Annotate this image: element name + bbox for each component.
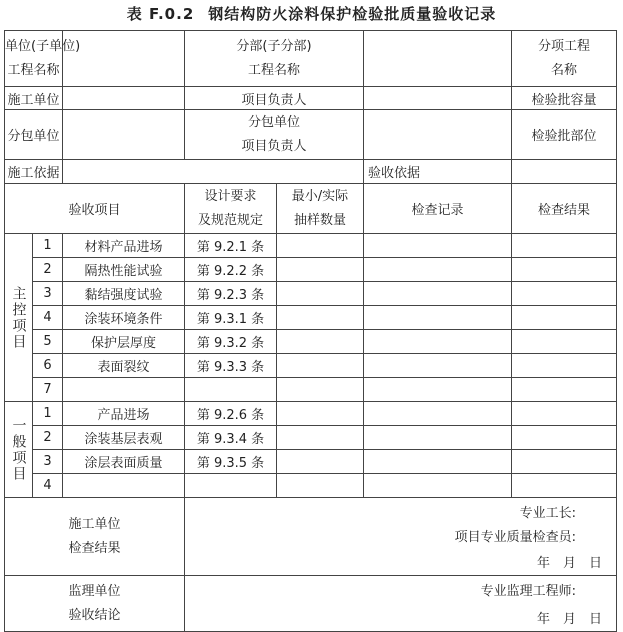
result-cell[interactable] [512,402,617,426]
sample-cell[interactable] [277,474,364,498]
col-header-sample: 最小/实际 抽样数量 [277,184,364,234]
row-number: 4 [33,474,63,498]
result-cell[interactable] [512,306,617,330]
sample-cell[interactable] [277,234,364,258]
table-row [5,426,617,450]
date-label: 年 月 日 [536,556,602,571]
table-row [5,354,617,378]
sample-cell[interactable] [277,258,364,282]
general-items-label: 一般项目 [5,402,33,498]
clause-ref: 第 9.2.3 条 [185,282,277,306]
table-row [5,330,617,354]
row-number: 3 [33,450,63,474]
item-name: 涂装环境条件 [63,306,185,330]
clause-ref: 第 9.3.2 条 [185,330,277,354]
main-control-label: 主控项目 [5,234,33,402]
sample-cell[interactable] [277,450,364,474]
row-number: 2 [33,258,63,282]
clause-ref: 第 9.2.1 条 [185,234,277,258]
table-row [5,306,617,330]
record-cell[interactable] [364,426,512,450]
table-row [5,282,617,306]
item-name: 黏结强度试验 [63,282,185,306]
construction-basis-label: 施工依据 [5,160,63,184]
sample-cell[interactable] [277,402,364,426]
construction-basis-value[interactable] [63,160,364,184]
row-number: 7 [33,378,63,402]
item-name[interactable] [63,474,185,498]
document-title [0,0,623,28]
result-cell[interactable] [512,474,617,498]
record-cell[interactable] [364,282,512,306]
item-name: 隔热性能试验 [63,258,185,282]
row-number: 1 [33,234,63,258]
qc-inspector-label: 项目专业质量检查员: [454,530,576,545]
supervisor-label: 专业监理工程师: [480,584,576,599]
acceptance-record-table [4,30,617,632]
row-number: 1 [33,402,63,426]
construction-unit-value[interactable] [63,87,185,110]
subcontract-manager-value[interactable] [364,110,512,160]
sample-cell[interactable] [277,426,364,450]
col-header-record: 检查记录 [364,184,512,234]
construction-unit-label: 施工单位 [5,87,63,110]
item-name: 产品进场 [63,402,185,426]
subitem-project-label: 分项工程 名称 [512,31,617,87]
table-row [5,258,617,282]
col-header-design: 设计要求 及规范规定 [185,184,277,234]
result-cell[interactable] [512,450,617,474]
item-name: 涂层表面质量 [63,450,185,474]
branch-project-value[interactable] [364,31,512,87]
record-cell[interactable] [364,378,512,402]
clause-ref: 第 9.2.2 条 [185,258,277,282]
table-row [5,402,617,426]
record-cell[interactable] [364,258,512,282]
table-title: 钢结构防火涂料保护检验批质量验收记录 [208,5,497,23]
clause-ref[interactable] [185,474,277,498]
batch-location-label: 检验批部位 [512,110,617,160]
subcontract-unit-label: 分包单位 [5,110,63,160]
item-name: 涂装基层表观 [63,426,185,450]
subcontract-manager-label: 分包单位 项目负责人 [185,110,364,160]
acceptance-basis-value[interactable] [512,160,617,184]
table-code: 表 F.0.2 [126,5,195,23]
clause-ref: 第 9.2.6 条 [185,402,277,426]
batch-capacity-label: 检验批容量 [512,87,617,110]
supervision-signature-area[interactable] [185,576,617,632]
construction-check-label: 施工单位 检查结果 [5,498,185,576]
record-cell[interactable] [364,234,512,258]
subcontract-unit-value[interactable] [63,110,185,160]
row-number: 4 [33,306,63,330]
result-cell[interactable] [512,354,617,378]
record-cell[interactable] [364,354,512,378]
result-cell[interactable] [512,258,617,282]
item-name[interactable] [63,378,185,402]
record-cell[interactable] [364,402,512,426]
row-number: 5 [33,330,63,354]
clause-ref[interactable] [185,378,277,402]
result-cell[interactable] [512,234,617,258]
sample-cell[interactable] [277,330,364,354]
unit-project-label: 单位(子单位) 工程名称 [5,31,63,87]
col-header-item: 验收项目 [5,184,185,234]
table-row [5,378,617,402]
record-cell[interactable] [364,306,512,330]
record-cell[interactable] [364,474,512,498]
project-manager-value[interactable] [364,87,512,110]
unit-project-value[interactable] [63,31,185,87]
supervision-conclusion-label: 监理单位 验收结论 [5,576,185,632]
table-row [5,450,617,474]
result-cell[interactable] [512,282,617,306]
table-row [5,474,617,498]
row-number: 3 [33,282,63,306]
record-cell[interactable] [364,450,512,474]
sample-cell[interactable] [277,378,364,402]
result-cell[interactable] [512,330,617,354]
table-row [5,234,617,258]
row-number: 6 [33,354,63,378]
project-manager-label: 项目负责人 [185,87,364,110]
item-name: 表面裂纹 [63,354,185,378]
clause-ref: 第 9.3.1 条 [185,306,277,330]
item-name: 材料产品进场 [63,234,185,258]
sample-cell[interactable] [277,354,364,378]
branch-project-label: 分部(子分部) 工程名称 [185,31,364,87]
sample-cell[interactable] [277,282,364,306]
date-label: 年 月 日 [536,612,602,627]
col-header-result: 检查结果 [512,184,617,234]
clause-ref: 第 9.3.4 条 [185,426,277,450]
result-cell[interactable] [512,426,617,450]
acceptance-basis-label: 验收依据 [364,160,512,184]
record-cell[interactable] [364,330,512,354]
row-number: 2 [33,426,63,450]
result-cell[interactable] [512,378,617,402]
clause-ref: 第 9.3.5 条 [185,450,277,474]
item-name: 保护层厚度 [63,330,185,354]
clause-ref: 第 9.3.3 条 [185,354,277,378]
construction-signature-area[interactable] [185,498,617,576]
foreman-label: 专业工长: [519,506,576,521]
sample-cell[interactable] [277,306,364,330]
